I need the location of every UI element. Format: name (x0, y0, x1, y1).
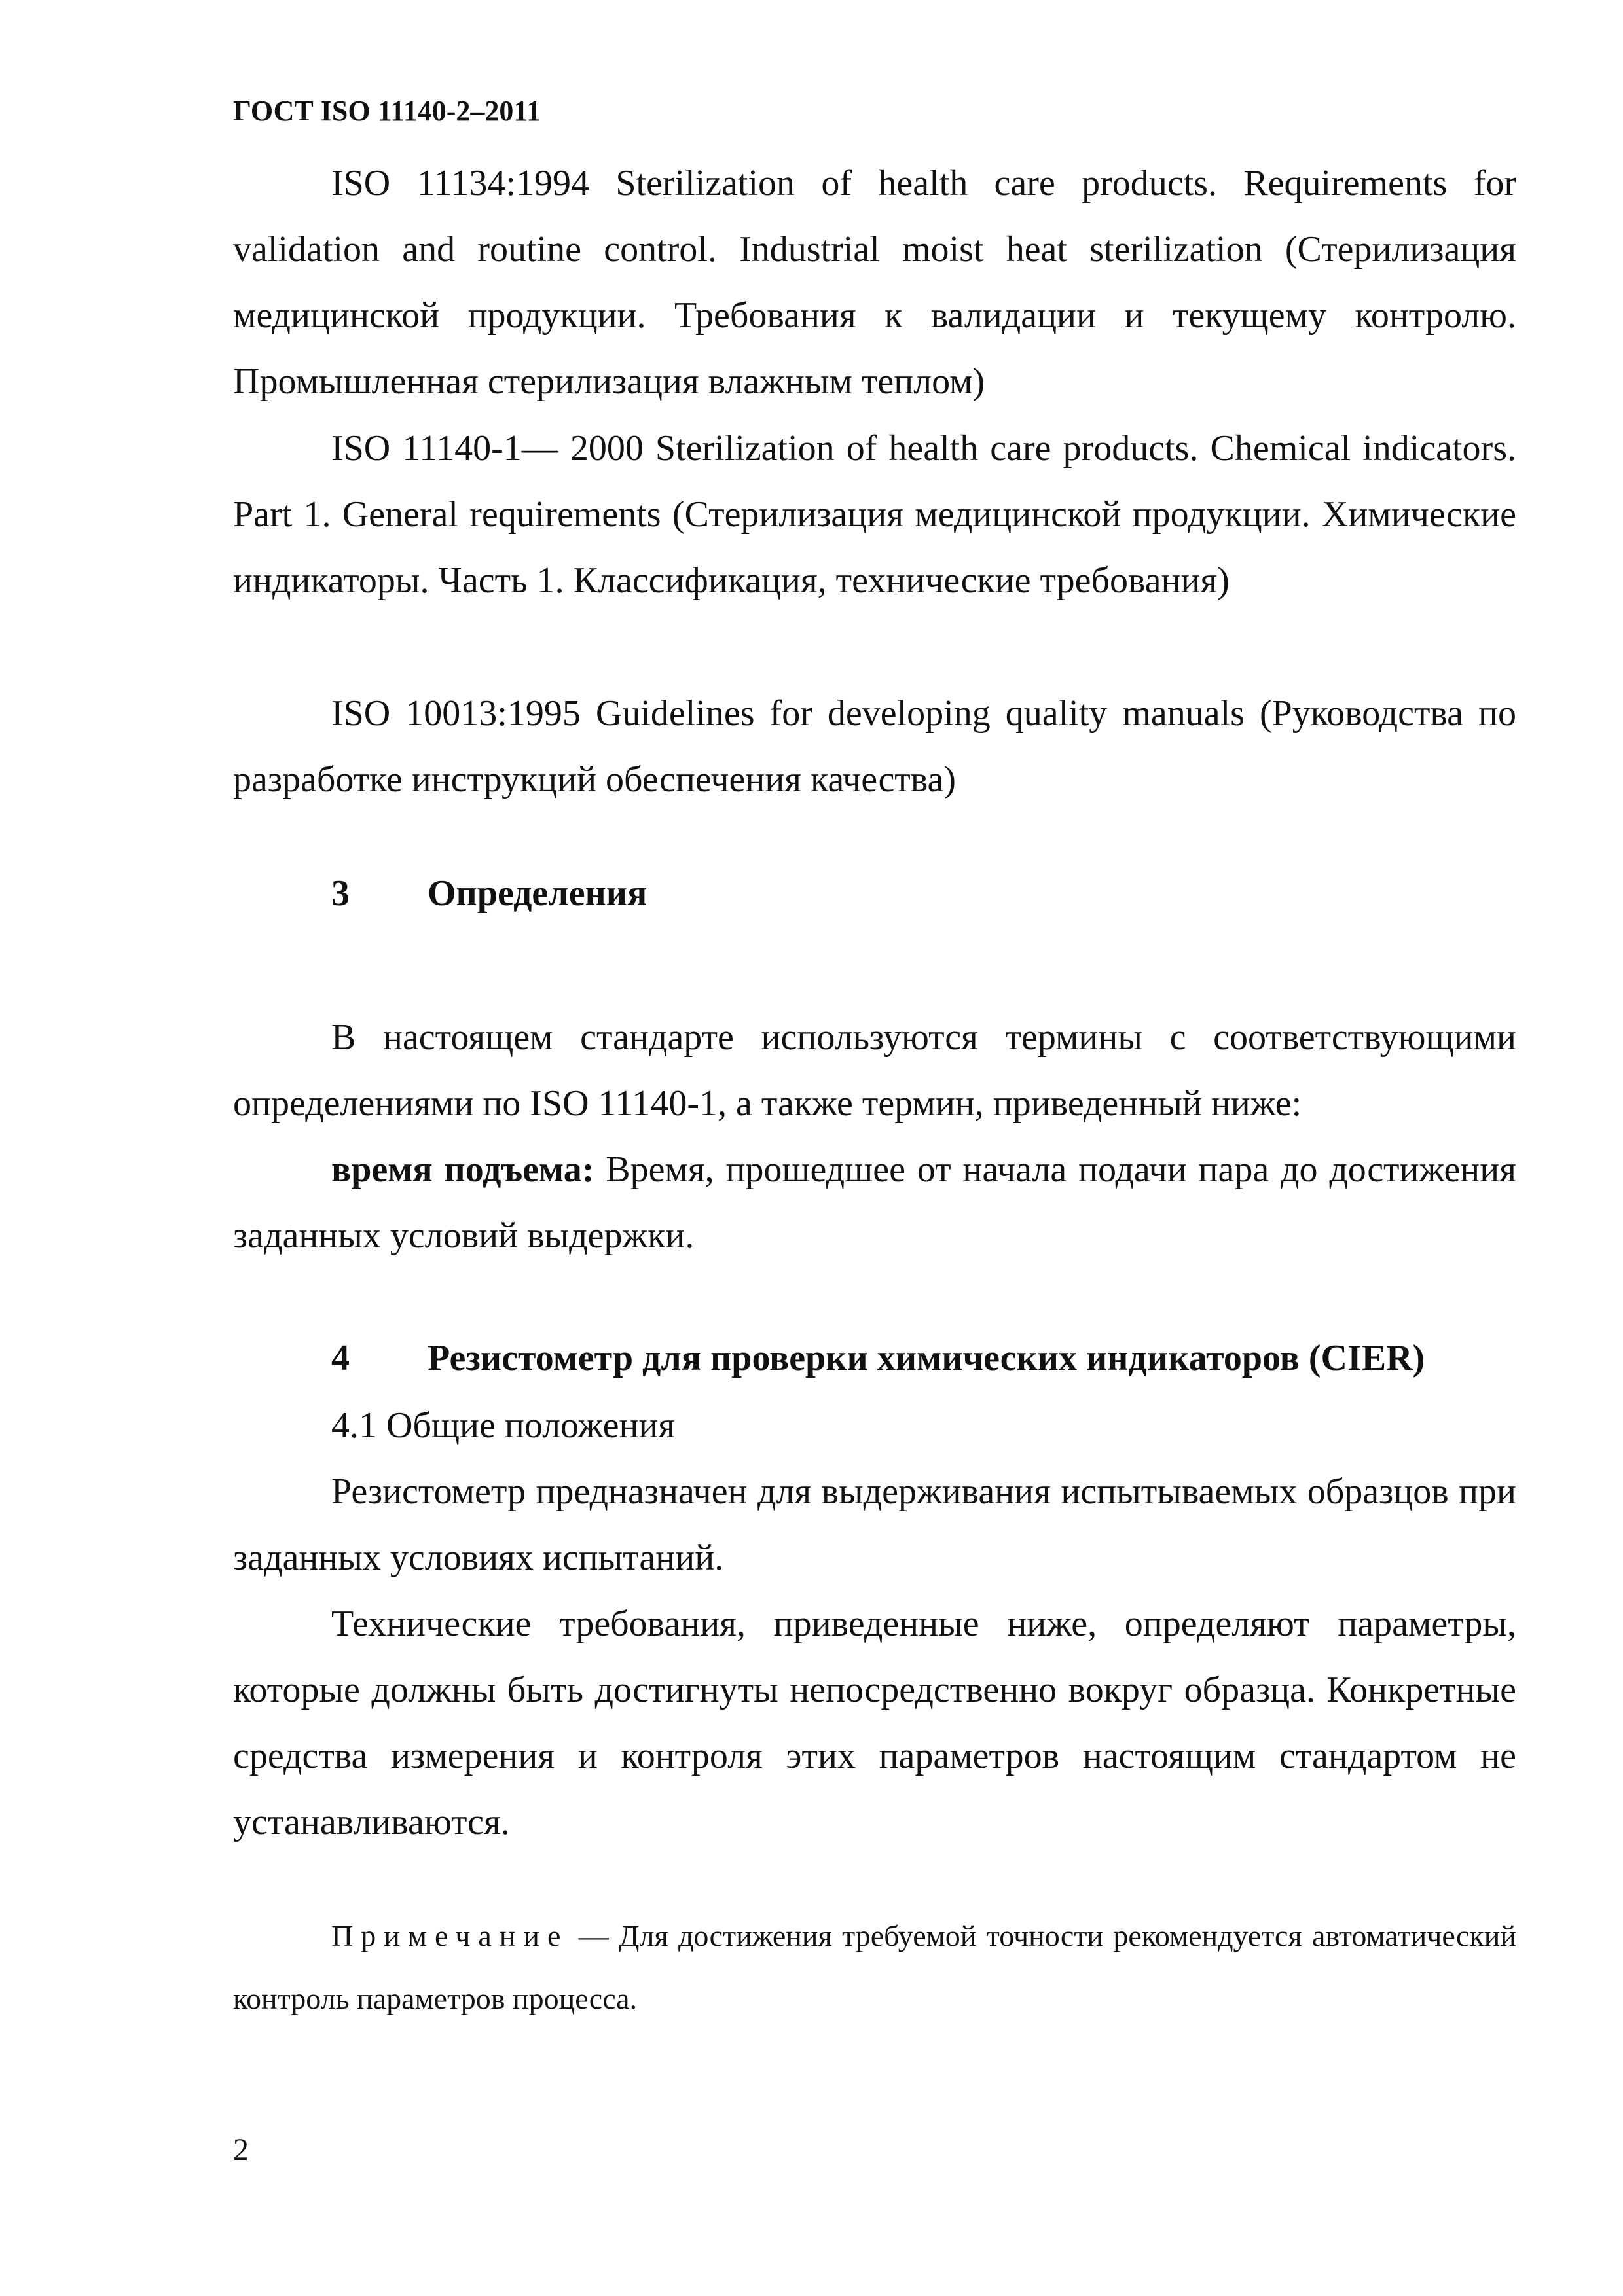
section-3-intro: В настоящем стандарте используются термины с соответствующими определениями по ISO 11140-1, а также термин, приведенный ниже: (233, 1017, 1516, 1124)
note-text: — Для достижения требуемой точности рекомендуется автоматический контроль параметров процесса. (233, 1919, 1516, 2015)
section-4-heading (331, 1325, 1425, 1391)
reference-iso-11140-1: ISO 11140-1— 2000 Sterilization of health care products. Chemical indicators. Part 1. General requirements (Стерилизация медицинской продукции. Химические индикаторы. Часть 1. Классификация, технические требования) (233, 428, 1516, 601)
section-4-paragraph-2: Технические требования, приведенные ниже, определяют параметры, которые должны быть достигнуты непосредственно вокруг образца. Конкретные средства измерения и контроля этих параметров настоящим стандартом не устанавливаются. (233, 1604, 1516, 1842)
document-header-code: ГОСТ ISO 11140-2–2011 (233, 95, 541, 127)
page-number: 2 (233, 2132, 249, 2167)
section-4-number: 4 (331, 1338, 350, 1378)
section-3-heading (331, 861, 647, 927)
section-3-title: Определения (428, 873, 647, 914)
reference-iso-10013: ISO 10013:1995 Guidelines for developing quality manuals (Руководства по разработке инструкций обеспечения качества) (233, 693, 1516, 800)
subsection-4-1-title: 4.1 Общие положения (331, 1405, 676, 1446)
term-name: время подъема: (331, 1149, 594, 1190)
term-definition-text: Время, прошедшее от начала подачи пара до достижения заданных условий выдержки. (233, 1149, 1517, 1256)
section-3-number: 3 (331, 873, 350, 914)
section-4-title: Резистометр для проверки химических индикаторов (CIER) (428, 1338, 1425, 1378)
section-4-paragraph-1: Резистометр предназначен для выдерживания испытываемых образцов при заданных условиях испытаний. (233, 1471, 1516, 1578)
note (233, 1905, 1516, 2030)
note-label: Примечание (331, 1919, 569, 1952)
reference-iso-11134: ISO 11134:1994 Sterilization of health care products. Requirements for validation and routine control. Industrial moist heat sterilization (Стерилизация медицинской продукции. Требования к валидации и текущему контролю. Промышленная стерилизация влажным теплом) (233, 163, 1516, 402)
term-definition (233, 1137, 1516, 1269)
